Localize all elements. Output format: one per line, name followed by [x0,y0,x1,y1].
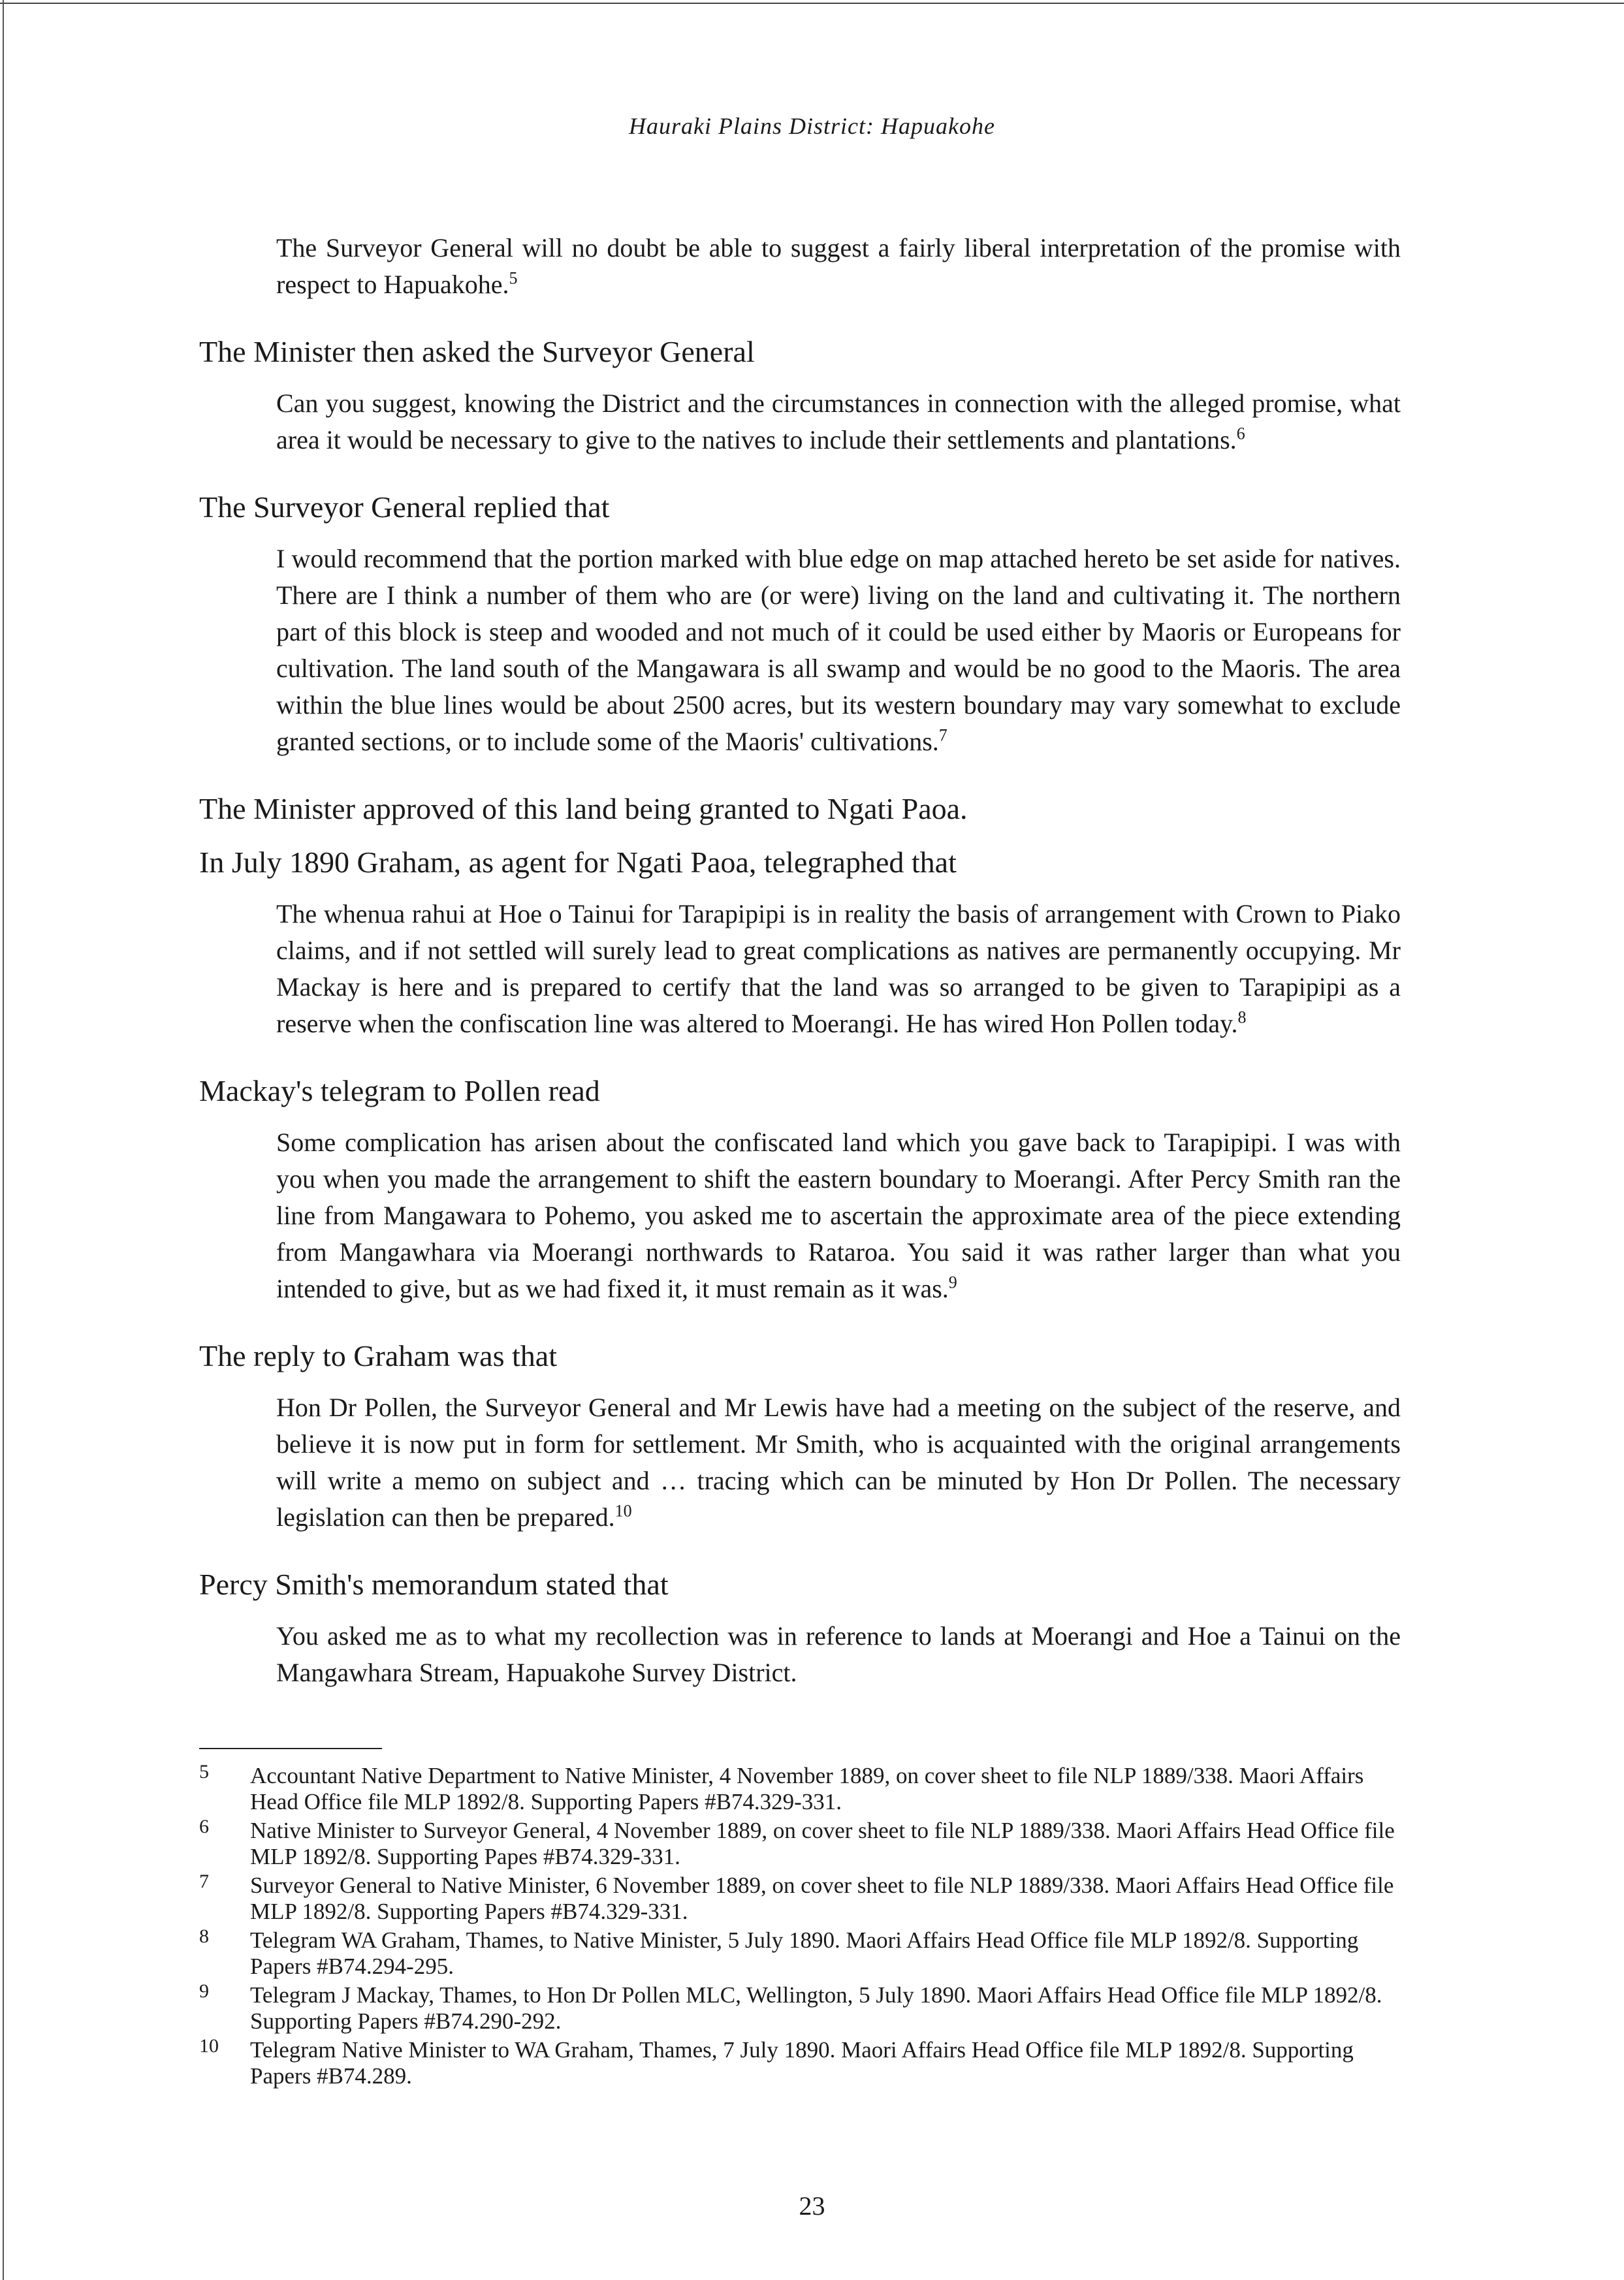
block-quote: The Surveyor General will no doubt be able to suggest a fairly liberal interpretation of the promise with respect to Hapuakohe.$^5$ [276,233,1401,299]
footnote-text: Telegram Native Minister to WA Graham, Thames, 7 July 1890. Maori Affairs Head Office file MLP 1892/8. Supporting Papers #B74.289. [250,2037,1354,2089]
footnote-number: 7 [199,1871,209,1892]
lead-paragraph: The Surveyor General replied that [199,490,610,524]
lead-paragraph: Mackay's telegram to Pollen read [199,1074,600,1107]
footnote-number: 8 [199,1925,209,1947]
scan-edge-top [0,3,1624,4]
lead-paragraph: In July 1890 Graham, as agent for Ngati Paoa, telegraphed that [199,846,957,879]
footnote-text: Accountant Native Department to Native Minister, 4 November 1889, on cover sheet to file NLP 1889/338. Maori Affairs Head Office file MLP 1892/8. Supporting Papers #B74.329-331. [250,1763,1364,1814]
block-quote: Can you suggest, knowing the District and the circumstances in connection with the alleged promise, what area it would be necessary to give to the natives to include their settlements and plantations.$^6$ [276,388,1401,454]
lead-paragraph: The Minister then asked the Surveyor General [199,335,755,368]
footnote-divider [199,1748,382,1749]
footnote-ref[interactable]: 9 [948,1273,957,1292]
running-header: Hauraki Plains District: Hapuakohe [629,113,995,139]
footnote-ref[interactable]: 6 [1236,424,1245,443]
block-quote: Hon Dr Pollen, the Surveyor General and Mr Lewis have had a meeting on the subject of the reserve, and believe it is now put in form for settlement. Mr Smith, who is acquainted with the original arrangements will write a memo on subject and … tracing which can be minuted by Hon Dr Pollen. The necessary legislation can then be prepared.$^{10}$ [276,1393,1401,1532]
block-quote: The whenua rahui at Hoe o Tainui for Tarapipipi is in reality the basis of arrangement with Crown to Piako claims, and if not settled will surely lead to great complications as natives are permanently occupying. Mr Mackay is here and is prepared to certify that the land was so arranged to be given to Tarapipipi as a reserve when the confiscation line was altered to Moerangi. He has wired Hon Pollen today.$^8$ [276,899,1401,1038]
footnote-ref[interactable]: 10 [614,1501,632,1521]
footnote-text: Native Minister to Surveyor General, 4 November 1889, on cover sheet to file NLP 1889/338. Maori Affairs Head Office file MLP 1892/8. Supporting Papes #B74.329-331. [250,1818,1395,1869]
body-text [199,230,1401,1720]
footnote [199,1763,1397,1815]
footnote-number: 10 [199,2035,219,2057]
page-number: 23 [799,2191,825,2221]
block-quote: Some complication has arisen about the confiscated land which you gave back to Tarapipipi. I was with you when you made the arrangement to shift the eastern boundary to Moerangi. After Percy Smith ran the line from Mangawara to Pohemo, you asked me to ascertain the approximate area of the piece extending from Mangawhara via Moerangi northwards to Rataroa. You said it was rather larger than what you intended to give, but as we had fixed it, it must remain as it was.$^9$ [276,1128,1401,1303]
footnote-number: 9 [199,1980,209,2002]
lead-paragraph: The Minister approved of this land being granted to Ngati Paoa. [199,792,968,825]
footnote-text: Telegram WA Graham, Thames, to Native Minister, 5 July 1890. Maori Affairs Head Office file MLP 1892/8. Supporting Papers #B74.294-295. [250,1927,1359,1979]
scan-edge-left [3,0,4,2280]
footnote-number: 5 [199,1761,209,1782]
footnote [199,2037,1397,2089]
footnote-ref[interactable]: 5 [509,268,518,288]
footnote-ref[interactable]: 7 [938,725,947,745]
footnote [199,1873,1397,1925]
footnote-number: 6 [199,1816,209,1837]
footnote-text: Telegram J Mackay, Thames, to Hon Dr Pollen MLC, Wellington, 5 July 1890. Maori Affairs Head Office file MLP 1892/8. Supporting Papers #B74.290-292. [250,1982,1382,2034]
footnote-ref[interactable]: 8 [1237,1007,1247,1027]
footnote-text: Surveyor General to Native Minister, 6 November 1889, on cover sheet to file NLP 1889/338. Maori Affairs Head Office file MLP 1892/8. Supporting Papers #B74.329-331. [250,1873,1394,1924]
footnote [199,1982,1397,2035]
block-quote: I would recommend that the portion marked with blue edge on map attached hereto be set aside for natives. There are I think a number of them who are (or were) living on the land and cultivating it. The northern part of this block is steep and wooded and not much of it could be used either by Maoris or Europeans for cultivation. The land south of the Mangawara is all swamp and would be no good to the Maoris. The area within the blue lines would be about 2500 acres, but its western boundary may vary somewhat to exclude granted sections, or to include some of the Maoris' cultivations.$^7$ [276,544,1401,756]
block-quote: You asked me as to what my recollection was in reference to lands at Moerangi and Hoe a Tainui on the Mangawhara Stream, Hapuakohe Survey District. [276,1621,1401,1687]
footnote [199,1927,1397,1980]
footnotes [199,1763,1397,2092]
lead-paragraph: Percy Smith's memorandum stated that [199,1568,669,1601]
footnote [199,1818,1397,1870]
lead-paragraph: The reply to Graham was that [199,1339,557,1372]
